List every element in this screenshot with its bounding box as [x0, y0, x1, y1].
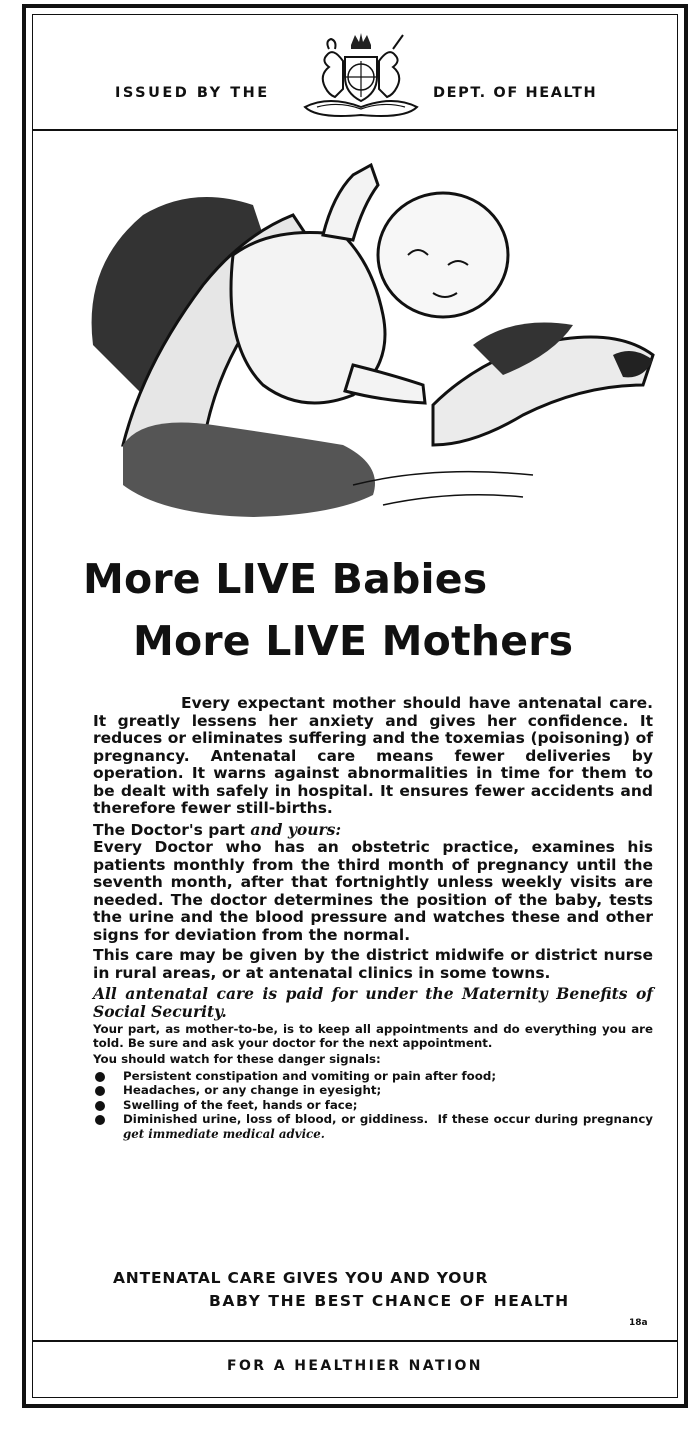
header-band — [33, 15, 677, 131]
closing-line-2: BABY THE BEST CHANCE OF HEALTH — [209, 1292, 570, 1310]
doctor-paragraph: Every Doctor who has an obstetric practice, examines his patients monthly from the third month of pregnancy until the seventh month, after that fortnightly unless weekly visits are needed. The doctor determines the position of the baby, tests the urine and the blood pressure and watches these and other signs for deviation from the normal. — [93, 838, 653, 944]
and-yours-label: and yours: — [250, 819, 342, 839]
doctors-part-line — [93, 821, 653, 840]
danger-item-text: Diminished urine, loss of blood, or giddiness. — [123, 1112, 429, 1126]
footer-slogan: FOR A HEALTHIER NATION — [227, 1358, 483, 1374]
danger-signals-intro: You should watch for these danger signals: — [93, 1052, 381, 1066]
immediate-advice-text: get immediate medical advice. — [123, 1126, 325, 1141]
mother-lifting-baby-illustration — [53, 145, 663, 545]
danger-item: Persistent constipation and vomiting or pain after food; — [93, 1069, 653, 1084]
intro-paragraph: Every expectant mother should have antenatal care. It greatly lessens her anxiety and gives her confidence. It reduces or eliminates suffering and the toxemias (poisoning) of pregnancy. Antenatal care means fewer deliveries by operation. It warns against abnormalities in time for them to be dealt with safely in hospital. It ensures fewer accidents and therefore fewer still-births. — [93, 694, 653, 817]
department-label: DEPT. OF HEALTH — [433, 85, 598, 101]
if-these-occur-text: If these occur during pregnancy — [437, 1112, 653, 1126]
issued-by-label: ISSUED BY THE — [115, 85, 270, 101]
poster-inner-frame — [32, 14, 678, 1398]
your-part-paragraph: Your part, as mother-to-be, is to keep all appointments and do everything you are told. Be sure and ask your doctor for the next appointment. — [93, 1022, 653, 1050]
poster — [22, 4, 688, 1408]
doctors-part-heading: The Doctor's part — [93, 820, 245, 839]
footer-divider — [33, 1340, 677, 1342]
danger-item-last — [93, 1112, 653, 1141]
body-text — [93, 695, 653, 1141]
royal-coat-of-arms-icon — [299, 31, 423, 121]
danger-signals-list — [93, 1069, 653, 1142]
closing-line-1: ANTENATAL CARE GIVES YOU AND YOUR — [113, 1269, 489, 1287]
headline-line-1: More LIVE Babies — [83, 555, 488, 603]
midwife-paragraph: This care may be given by the district midwife or district nurse in rural areas, or at antenatal clinics in some towns. — [93, 946, 653, 982]
headline-line-2: More LIVE Mothers — [133, 617, 574, 665]
danger-item: Swelling of the feet, hands or face; — [93, 1098, 653, 1113]
print-code: 18a — [629, 1318, 648, 1328]
danger-item: Headaches, or any change in eyesight; — [93, 1083, 653, 1098]
paid-statement: All antenatal care is paid for under the Maternity Benefits of Social Security. — [93, 984, 653, 1021]
